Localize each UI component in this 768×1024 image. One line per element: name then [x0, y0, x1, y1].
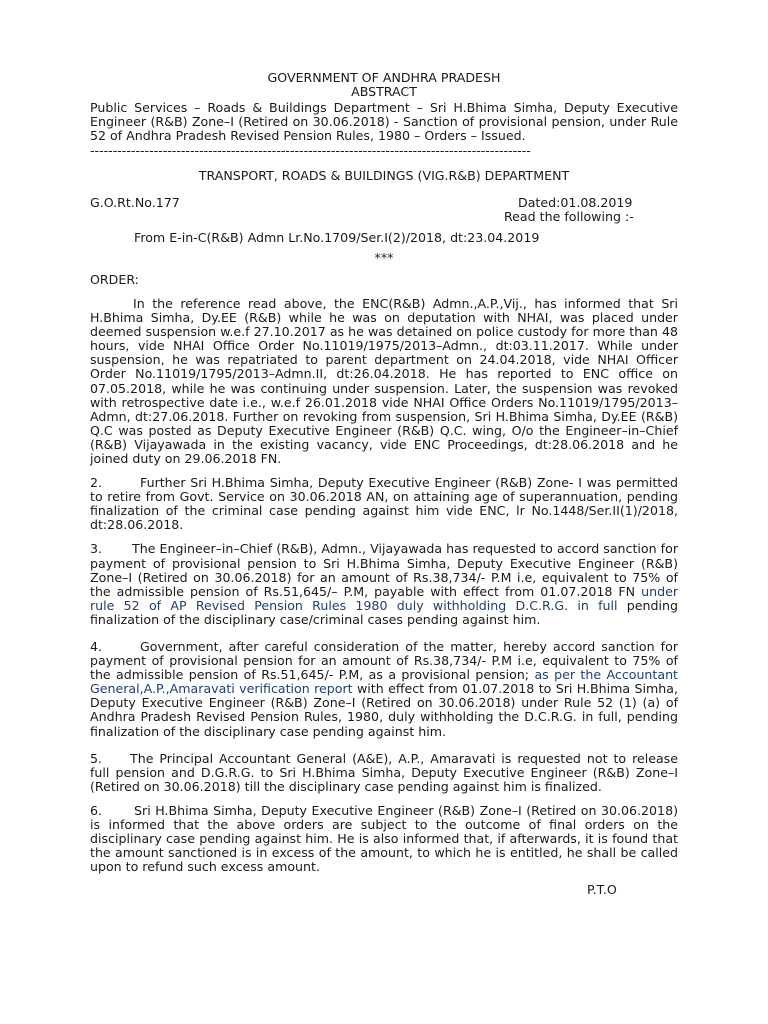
separator-stars: ***: [374, 249, 394, 265]
paragraph-4: [90, 640, 678, 739]
document-page: [90, 71, 678, 897]
paragraph-4-text-b: as per the Accountant General,A.P.,Amaravati verification report: [90, 667, 678, 697]
paragraph-3-text-a: The Engineer–in–Chief (R&B), Admn., Vijayawada has requested to accord sanction for payment of provisional pension to Sri H.Bhima Simha, Deputy Executive Engineer (R&B) Zone–I (Retired on 30.06.2018) for an amount of Rs.38,734/- P.M i.e, equivalent to 75% of the admissible pension of Rs.51,645/– P.M, payable with effect from 01.07.2018 FN: [90, 541, 678, 599]
paragraph-4-text-c: with effect from 01.07.2018 to Sri H.Bhima Simha, Deputy Executive Engineer (R&B) Zone–I (Retired on 30.06.2018) under Rule 52 (1) (a) of Andhra Pradesh Revised Pension Rules, 1980, duly withholding the D.C.R.G. in full, pending finalization of the disciplinary case pending against him.: [90, 681, 678, 739]
paragraph-6-number: 6.: [90, 802, 103, 818]
paragraph-2: [90, 476, 678, 532]
paragraph-3-text-c: pending finalization of the disciplinary case/criminal cases pending against him.: [90, 597, 678, 627]
department-heading: TRANSPORT, ROADS & BUILDINGS (VIG.R&B) DEPARTMENT: [198, 167, 570, 183]
paragraph-5-text: The Principal Accountant General (A&E), A.P., Amaravati is requested not to release full pension and D.G.R.G. to Sri H.Bhima Simha, Deputy Executive Engineer (R&B) Zone–I (Retired on 30.06.2018) till the disciplinary case pending against him is finalized.: [90, 750, 678, 794]
separator-line: -------------------------------------------------------------------------------------------------: [90, 144, 531, 159]
read-following-row: [90, 210, 678, 224]
paragraph-2-text: Further Sri H.Bhima Simha, Deputy Executive Engineer (R&B) Zone- I was permitted to retire from Govt. Service on 30.06.2018 AN, on attaining age of superannuation, pending finalization of the criminal case pending against him vide ENC, lr No.1448/Ser.II(1)/2018, dt:28.06.2018.: [90, 475, 678, 533]
paragraph-3-number: 3.: [90, 541, 103, 557]
subject-text: Public Services – Roads & Buildings Department – Sri H.Bhima Simha, Deputy Executive Engineer (R&B) Zone–I (Retired on 30.06.2018) - Sanction of provisional pension, under Rule 52 of Andhra Pradesh Revised Pension Rules, 1980 – Orders – Issued.: [90, 100, 678, 144]
reference-text: From E-in-C(R&B) Admn Lr.No.1709/Ser.I(2)/2018, dt:23.04.2019: [134, 229, 540, 245]
paragraph-4-number: 4.: [90, 639, 103, 654]
pto-row: [90, 883, 678, 897]
paragraph-6: [90, 804, 678, 874]
order-date: Dated:01.08.2019: [518, 194, 633, 210]
pto-label: P.T.O: [587, 882, 617, 898]
paragraph-6-text: Sri H.Bhima Simha, Deputy Executive Engineer (R&B) Zone–I (Retired on 30.06.2018) is informed that the above orders are subject to the outcome of final orders on the disciplinary case pending against him. He is also informed that, if afterwards, it is found that the amount sanctioned is in excess of the amount, to which he is entitled, he shall be called upon to refund such excess amount.: [90, 802, 678, 875]
paragraph-4-text-a: Government, after careful consideration of the matter, hereby accord sanction for payment of provisional pension for an amount of Rs.38,734/- P.M i.e, equivalent to 75% of the admissible pension of Rs.51,645/- P.M, as a provisional pension;: [90, 639, 678, 683]
read-following-label: Read the following :-: [504, 208, 634, 224]
abstract-heading: ABSTRACT: [351, 84, 417, 100]
government-heading: GOVERNMENT OF ANDHRA PRADESH: [267, 70, 501, 85]
order-label: ORDER:: [90, 271, 139, 287]
paragraph-2-number: 2.: [90, 475, 103, 491]
paragraph-1: In the reference read above, the ENC(R&B) Admn.,A.P.,Vij., has informed that Sri H.Bhima Simha, Dy.EE (R&B) while he was on deputation with NHAI, was placed under deemed suspension w.e.f 27.10.2017 as he was detained on police custody for more than 48 hours, vide NHAI Office Order No.11019/1975/2013–Admn., dt:03.11.2017. While under suspension, he was repatriated to parent department on 24.04.2018, vide NHAI Officer Order No.11019/1795/2013–Admn.II, dt:26.04.2018. He has reported to ENC office on 07.05.2018, while he was continuing under suspension. Later, the suspension was revoked with retrospective date i.e., w.e.f 26.01.2018 vide NHAI Office Orders No.11019/1795/2013–Admn, dt:27.06.2018. Further on revoking from suspension, Sri H.Bhima Simha, Dy.EE (R&B) Q.C was posted as Deputy Executive Engineer (R&B) Q.C. wing, O/o the Engineer–in–Chief (R&B) Vijayawada in the existing vacancy, vide ENC Proceedings, dt:28.06.2018 and he joined duty on 29.06.2018 FN.: [90, 295, 678, 466]
paragraph-3-text-b: under rule 52 of AP Revised Pension Rules 1980 duly withholding D.C.R.G. in full: [90, 583, 678, 613]
paragraph-5: [90, 752, 678, 794]
paragraph-3: [90, 542, 678, 627]
go-number: G.O.Rt.No.177: [90, 194, 180, 210]
go-number-row: [90, 196, 678, 210]
paragraph-5-number: 5.: [90, 750, 103, 766]
